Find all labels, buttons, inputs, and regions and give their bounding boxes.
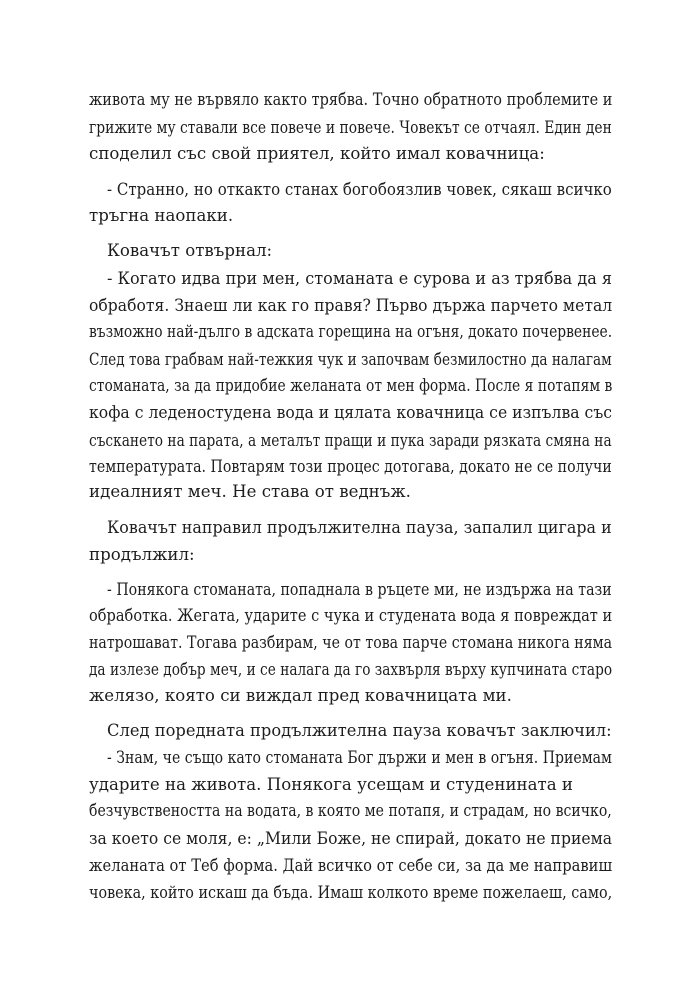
text-line: споделил със свой приятел, който имал ковачница:	[89, 144, 545, 163]
text-line: безчувствеността на водата, в която ме потапя, и страдам, но всичко,	[89, 801, 612, 820]
text-line: - Знам, че също като стоманата Бог държи и мен в огъня. Приемам	[107, 748, 612, 767]
text-line: натрошават. Тогава разбирам, че от това парче стомана никога няма	[89, 633, 613, 652]
text-line: обработка. Жегата, ударите с чука и студената вода я повреждат и	[89, 606, 613, 625]
text-line: - Когато идва при мен, стоманата е сурова и аз трябва да я	[107, 269, 613, 288]
text-line: продължил:	[89, 545, 195, 564]
text-line: обработя. Знаеш ли как го правя? Първо държа парчето метал	[89, 296, 613, 315]
text-line: След поредната продължителна пауза ковачът заключил:	[107, 721, 612, 740]
text-line: желаната от Теб форма. Дай всичко от себе си, за да ме направиш	[89, 856, 613, 875]
text-line: съскането на парата, а металът пращи и пука заради рязката смяна на	[89, 431, 612, 450]
text-line: - Странно, но откакто станах богобоязлив човек, сякаш всичко	[107, 180, 612, 199]
text-line: за което се моля, е: „Мили Боже, не спирай, докато не приема	[89, 829, 613, 848]
text-line: ударите на живота. Понякога усещам и студенината и	[89, 775, 574, 794]
text-line: човека, който искаш да бъда. Имаш колкото време пожелаеш, само,	[89, 883, 613, 902]
text-line: стоманата, за да придобие желаната от мен форма. После я потапям в	[89, 376, 613, 395]
text-line: - Понякога стоманата, попаднала в ръцете ми, не издържа на тази	[107, 580, 612, 599]
text-line: възможно най-дълго в адската горещина на огъня, докато почервенее.	[89, 322, 613, 341]
text-line: Ковачът отвърнал:	[107, 241, 273, 260]
text-line: Ковачът направил продължителна пауза, запалил цигара и	[107, 518, 612, 537]
text-line: грижите му ставали все повече и повече. Човекът се отчаял. Един ден	[89, 118, 612, 137]
text-line: тръгна наопаки.	[89, 206, 234, 225]
text-line: кофа с леденостудена вода и цялата ковачница се изпълва със	[89, 403, 613, 422]
text-line: идеалният меч. Не става от веднъж.	[89, 482, 411, 501]
text-line: температурата. Повтарям този процес дотогава, докато не се получи	[89, 457, 612, 476]
text-line: След това грабвам най-тежкия чук и започвам безмилостно да налагам	[89, 350, 612, 369]
text-line: да излезе добър меч, и се налага да го захвърля върху купчината старо	[89, 660, 613, 679]
text-line: желязо, която си виждал пред ковачницата ми.	[89, 686, 512, 705]
text-line: живота му не вървяло както трябва. Точно обратното проблемите и	[89, 90, 613, 109]
